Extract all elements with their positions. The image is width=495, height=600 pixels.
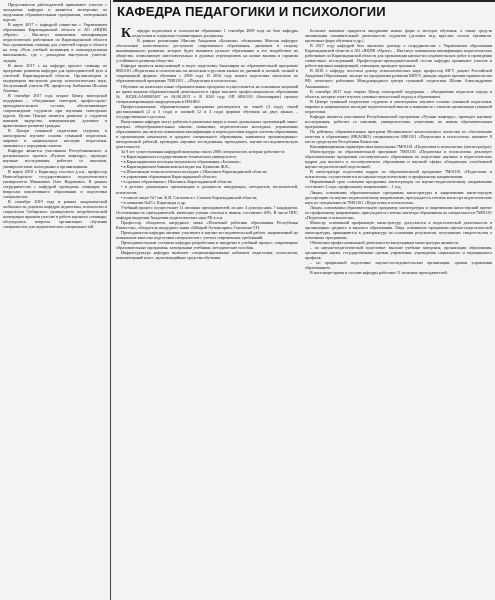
paragraph: Объектами профессиональной деятельности выпускников магистратуры являются: [310, 239, 459, 245]
paragraph: • в Карагандинском государственном техническом университете; [121, 154, 237, 160]
paragraph: Учебный процесс осуществляет 11 штатных преподавателей, из них: 4 доктора наук, 7 кандидатов. Остепененность преподавателей, имеющих ученые степени и звания, составляет 40%. В числе ППС кафедры академии Академии педагогических наук РК к.п.н. [116, 204, 298, 220]
paragraph: В сентябре 2017 года открыт Центр тьюторской поддержки – объединение тьюторов, профессорско-преподавательского состава, обеспечивающее сопровождение студентов при изучении тьюторских курсов. Целью Центра является развитие у студентов навыков лидерства, коммуникации, духовное и нравственное развитие граждан. [3, 92, 107, 129]
article-title: КАФЕДРА ПЕДАГОГИКИ И ПСИХОЛОГИИ [117, 4, 386, 19]
paragraph: Инфраструктура кафедры включает специализированные кабинеты педагогики, психологии, компьютерный класс, мультимедийные средства обучения. [116, 250, 298, 261]
paragraph: • в Шахтинском технологическом колледже г. Шахтинск Карагандинской области; [121, 169, 268, 175]
paragraph: Большое значение придается внедрению новых форм и методов обучения, а также средств активизации познавательной деятельности студентов (деловых игр, круглых столов, тренингов, проектных форм обучения и др.). [305, 28, 492, 44]
paragraph: В магистратуре подготовка кадров по образовательной программе 7М01101 «Педагогика и психология» осуществляется по научно-педагогическому и профильному направлениям. [305, 169, 492, 180]
paragraph: Выпускники кафедры могут работать в различных видах и типах дошкольных организаций, мини-центрах, общеобразовательных школах, гимназиях, педагогических колледжах, управлениях образованием, институтах повышения квалификации и переподготовки кадров системы образования, в организациях начального и среднего специального образования, заниматься организационно-методической работой, проводить научные исследования, преподавать, научно-исследовательскую деятельность. [116, 118, 298, 150]
paragraph: • в детских дошкольных организациях в должности заведующих, методистов, воспитателей, психологов; [116, 184, 298, 195]
paragraph: Профессор, обладатель нагрудного знака «Почетный работник образования Республики Казахстан», обладатель нагрудного знака «Ыбырай Алтынсарин» Смолкина Т.П. [116, 219, 298, 230]
paragraph: В Центре гуманной педагогики студенты и магистранты изучают основы гуманной педагогики, мировое и национальное наследие педагогики, знакомятся с передовым опытом. [3, 128, 107, 149]
paragraph: В рамках реализации Миссии Академии «Болашак» обозначены Миссия кафедры: обеспечение качественного доступного современного образования, движение в сторону инновационного развития, которое будет вызывать цельное образование и его воздействие на общество, позволяющее интеллектуально и духовно отреагировать на новые вызовы и гарантия устойчивого развития общества. [116, 38, 298, 64]
title-rule [113, 0, 495, 2]
paragraph: Магистратура по образовательной программе 7М01101 «Педагогика и психология» реализует образовательные программы послевузовского образования по подготовке научных и педагогических кадров для высшего и послевузовского образования и научной сферы, обладающих углубленной научно-педагогической подготовкой. [305, 149, 492, 170]
article-header [117, 4, 487, 20]
paragraph: В марте 2018 г. Караганду посетил д.п.н., профессор Новосибирского государственного педагогического университета Мачаневич Олег Вадимович. В рамках сотрудничества с кафедрой проведены семинары по вопросам инклюзивного образования и подготовки специалистов. [3, 168, 107, 199]
paragraph: В 2018 г. кафедру посетила доктор психологических наук, профессор МГУ, доцент Российской Академии Образования, эксперт по программам развития МПТУ, дважды лауреат премии правительства РФ, почетного работника Международного центра гуманной педагогики Шалва Александрович Амонашвили. [305, 68, 492, 89]
paragraph: Лицам, освоившим образовательные программы магистратуры и защитившим магистерскую диссертацию по научно-педагогическому направлению, присуждается степень магистра педагогических наук по специальности 7М01101 «Педагогика и психология». [305, 189, 492, 205]
paragraph: Магистр, освоивший профильную магистратуру, допускается к педагогической деятельности в организациях среднего и высшего образования. Лица, освоившие программы научно-педагогической магистратуры, принимаются в докторантуру на основании результатов, получивших свидетельства о освоенных программах. [305, 219, 492, 240]
paragraph: • в Карагандинском банковском колледже им. Букенова Ж.К.; [121, 164, 231, 170]
left-column [3, 2, 107, 600]
paragraph: – по профильной подготовке: научно-исследовательские организации, органы управления образованием. [305, 260, 492, 271]
paragraph: Кафедра является участником Республиканского и регионального проекта «Рухани жаңғыру», проводит научные исследования, работает со школами, университетами, колледжами и организациями. [3, 148, 107, 169]
paragraph: Профессиональные образовательные программы реализуются по очной (4 года), очной дистанционной (2 и 3 года) и заочной (2 и 3 года) формам обучения на двух языках – государственном и русском. [116, 103, 298, 119]
paragraph: Кафедра является участником Республиканской программы «Рухани жаңғыру», проводит научные исследования, работает со школами, университетами, учителями, по новым образовательным программам. [305, 113, 492, 129]
paragraph: • в органах образования г. Шахтинск Карагандинской области; [121, 179, 233, 185]
paragraph: Представители работодателей принимают участие с заседаниях кафедры и являются экспертами по модульным образовательным программам, электронным курсам. [3, 2, 107, 23]
paragraph: Кафедра является выпускающей и ведет подготовку бакалавров по образовательной программе 6В01101 «Педагогика и психология» на казахском и русском языках по дневной и заочной, полной и сокращенной формам обучения с 2006 года. В 2016 году начата подготовка магистров по образовательной программе 7М01101 – «Педагогика и психология». [116, 63, 298, 84]
paragraph: В сентябре 2019 года в рамках академической мобильности доценты кафедры педагогики, психологии и социологии Сибирского университета потребительской кооперации приняли участие в работе научного семинара, обсуждались вопросы организации обучения специалистов для педагогических специальностей. [3, 198, 107, 230]
paragraph: Преподаватели кафедры активно участвуют в научно-исследовательской работе, направленной на повышение качества подготовки специалистов с учетом современных требований. [116, 229, 298, 240]
paragraph: Лицам, освоившим образовательную программу магистратуры и защитившим магистерский проект по профильному направлению, присуждается степень магистра образования по специальности 7М01101 «Педагогика и психология». [305, 204, 492, 220]
middle-column [116, 28, 298, 600]
paragraph: В настоящее время в составе кафедры работают 11 штатных преподавателей. [310, 270, 448, 276]
paragraph: В сентябре 2017 года открыт Центр тьюторской поддержки – объединение педагогов города и области, которые хотят изучать гуманно-личностный подход в образовании. [305, 88, 492, 99]
paragraph: Нормативный срок освоения программы магистратуры по научно-педагогическому направлению составляет 2 года; профильному направлению – 1 год. [305, 179, 492, 190]
right-column [305, 28, 492, 600]
paragraph: В Центре гуманной педагогики студенты и магистранты изучают основы гуманной педагогики, мировое и национальное наследие педагогической мысли и знакомятся с опытом организации гуманной педагогики. [305, 98, 492, 114]
paragraph: По рейтингу образовательных программ Независимого казахстанского агентства по обеспечению качества в образовании (НКАОКО) специальность 6В01101 «Педагогика и психология» занимает 8 место среди вузов Республики Казахстан. [305, 128, 492, 145]
paragraph: • в школе-лицее №7 им. К.И. Сатпаева в г. Сатпаев Карагандинской области; [121, 194, 258, 200]
paragraph: Обучение на казахском языке образовательных программ осуществляется на основании лицензий на право ведения образовательной деятельности в сфере высшего профессионального образования № КZ20LAA00005467 от 04.08.2015 г. В 2020 году ОП 6В01101 (бакалавриат) прошла специализированную аккредитацию в НАОКО. [116, 83, 298, 104]
paragraph: Преподавательским составом кафедры разработаны и внедрены в учебный процесс современные образовательные программы, электронные учебники, методические пособия. [116, 239, 298, 251]
column-divider [110, 0, 111, 600]
paragraph: – по научно-педагогической подготовке: высшие учебные заведения, организации образования, организации науки, государственные органы управления, учреждения социального и медицинского профиля; [305, 245, 492, 261]
paragraph: За 9 лет существования кафедрой выпущено около 2000 специалистов, которые работают в: [121, 149, 286, 155]
paragraph: • в гимназии №45 г. Караганды и др. [121, 199, 186, 205]
paragraph: • в Карагандинском колледже актуального образования «Болашак»; [121, 159, 242, 165]
paragraph: В 2017 году кафедрой был заключен договор о сотрудничестве с Управлением образования Карагандинской области и АО «НЦПК «Өрлеу» – Институт повышения квалификации педагогических работников по Карагандинской области для организации научно-исследовательских работ и проведения совместных исследований. Профессорско-преподавательский состав кафедры принимает участие в работе научных конференций, семинаров, проводит тренинги. [305, 43, 492, 69]
paragraph: Квалификационная характеристика выпускника 7М01101 «Педагогика и психология» (магистратура): [310, 144, 492, 150]
paragraph: В июле 2017 г. на кафедре прошел семинар по программе развития кафедры для преподавателей вуза и учителей Карагандинской области. Организатором и модератором выступила доктор психологических наук, Заслуженный учитель РК, профессор Амбашева Шолпан Алаевна. [3, 62, 107, 93]
paragraph: В марте 2017 г. кафедрой совместно с Управлением образования Карагандинской области и АО «НЦПК «Өрлеу» – Институт повышения квалификации педагогических работников по Карагандинской области был организован семинар для учителей города и области на тему «Роль учебной мотивации в самоопределении школьников», где с докладами выступили учителя-лидеры. [3, 22, 107, 63]
paragraph: • в управлении образования Карагандинской области; [121, 174, 217, 180]
paragraph: Кафедра педагогики и психологии образовано 1 сентября 2009 года на базе кафедры педагогики и социально-гуманитарных дисциплин. [121, 28, 298, 41]
